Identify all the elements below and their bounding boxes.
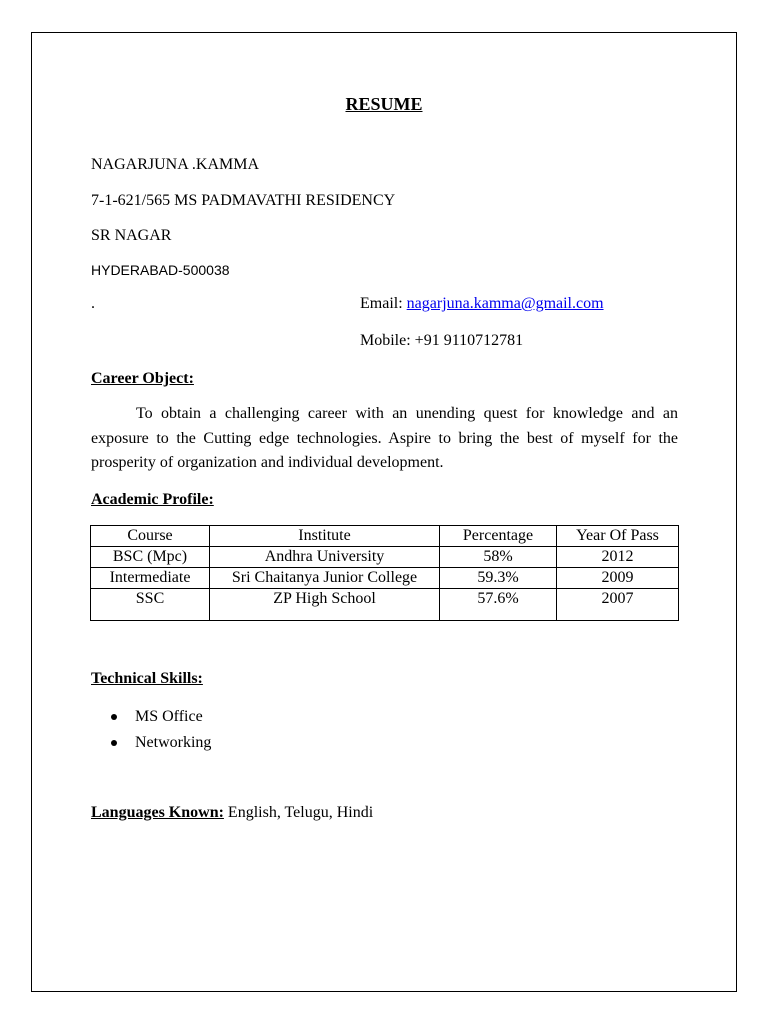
mobile-number: Mobile: +91 9110712781	[360, 332, 524, 349]
table-header-row	[91, 526, 679, 547]
table-cell: ZP High School	[210, 589, 440, 621]
column-header: Course	[91, 526, 210, 547]
dot-marker: .	[91, 295, 95, 312]
languages-row	[91, 804, 373, 822]
table-cell: BSC (Mpc)	[91, 547, 210, 568]
technical-skills-heading: Technical Skills:	[91, 670, 203, 687]
column-header: Percentage	[440, 526, 557, 547]
email-link[interactable]: nagarjuna.kamma@gmail.com	[406, 295, 604, 312]
table-cell: SSC	[91, 589, 210, 621]
academic-table	[90, 525, 679, 621]
address-line-3: HYDERABAD-500038	[91, 262, 230, 278]
table-cell: 2009	[557, 568, 679, 589]
table-cell: 2012	[557, 547, 679, 568]
column-header: Institute	[210, 526, 440, 547]
career-object-text: To obtain a challenging career with an unending quest for knowledge and an exposure to the Cutting edge technologies. Aspire to bring the best of myself for the prosperity of organization and individual development.	[91, 405, 678, 471]
table-row	[91, 589, 679, 621]
table-cell: Intermediate	[91, 568, 210, 589]
bullet-icon	[111, 740, 117, 746]
column-header: Year Of Pass	[557, 526, 679, 547]
address-line-2: SR NAGAR	[91, 227, 172, 244]
table-cell: 2007	[557, 589, 679, 621]
table-cell: Sri Chaitanya Junior College	[210, 568, 440, 589]
resume-title: RESUME	[345, 94, 423, 114]
table-row	[91, 568, 679, 589]
career-object-heading: Career Object:	[91, 370, 194, 387]
address-line-1: 7-1-621/565 MS PADMAVATHI RESIDENCY	[91, 192, 396, 209]
skill-item: Networking	[135, 734, 212, 751]
email-label: Email:	[360, 295, 403, 312]
candidate-name: NAGARJUNA .KAMMA	[91, 156, 260, 173]
table-cell: Andhra University	[210, 547, 440, 568]
table-cell: 57.6%	[440, 589, 557, 621]
page-border	[31, 32, 737, 992]
academic-profile-heading: Academic Profile:	[91, 491, 214, 508]
table-cell: 59.3%	[440, 568, 557, 589]
skill-item: MS Office	[135, 708, 203, 725]
languages-heading: Languages Known:	[91, 804, 224, 821]
table-cell: 58%	[440, 547, 557, 568]
languages-value: English, Telugu, Hindi	[223, 804, 374, 821]
table-row	[91, 547, 679, 568]
email-row	[360, 295, 604, 313]
bullet-icon	[111, 714, 117, 720]
